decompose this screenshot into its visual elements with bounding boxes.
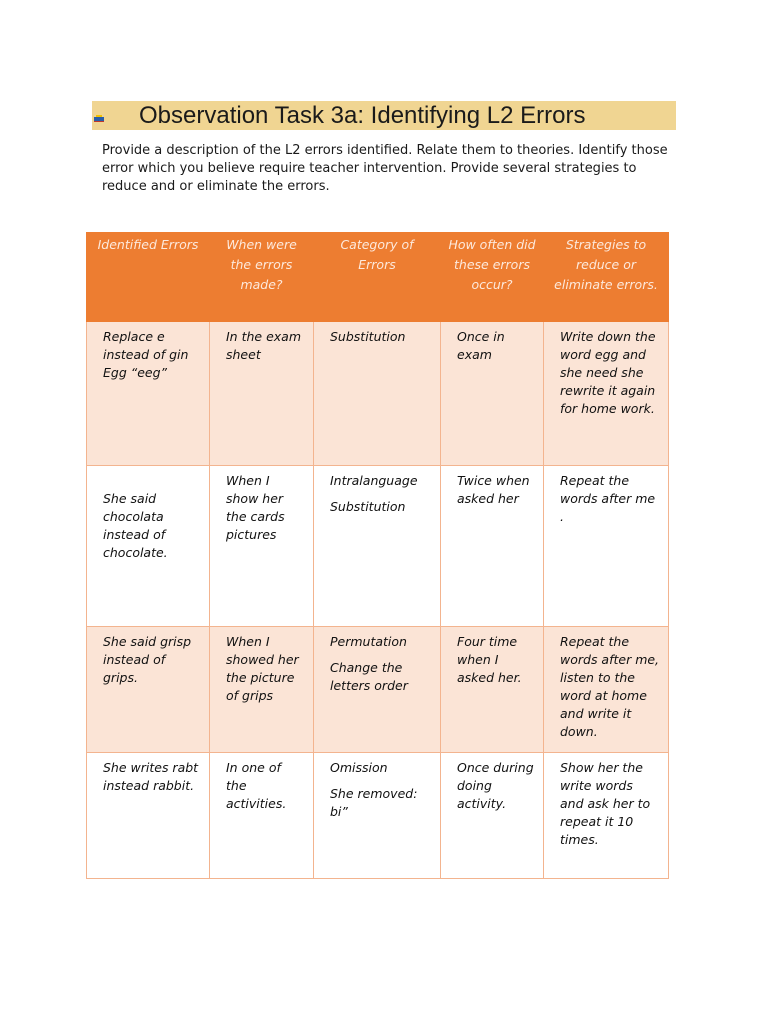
cell-category: [314, 627, 441, 753]
table-row: [87, 753, 669, 879]
cell-error: She writes rabt instead rabbit.: [87, 753, 210, 879]
cell-category: [314, 753, 441, 879]
table-header-row: [87, 233, 669, 322]
instructions-paragraph: Provide a description of the L2 errors identified. Relate them to theories. Identify those error which you believe require teacher intervention. Provide several strategies to reduce and or eliminate the errors.: [102, 143, 668, 194]
cell-strategy: Repeat the words after me, listen to the word at home and write it down.: [544, 627, 669, 753]
title-banner: [92, 101, 676, 130]
cell-strategy: Show her the write words and ask her to repeat it 10 times.: [544, 753, 669, 879]
table-row: [87, 627, 669, 753]
header-when-made: When were the errors made?: [210, 233, 314, 322]
header-strategies: Strategies to reduce or eliminate errors.: [544, 233, 669, 322]
category-note: She removed: bi”: [330, 786, 418, 819]
table-row: [87, 322, 669, 466]
header-category: Category of Errors: [314, 233, 441, 322]
cell-when: In one of the activities.: [210, 753, 314, 879]
cell-error: She said chocolata instead of chocolate.: [87, 466, 210, 627]
cell-when: When I show her the cards pictures: [210, 466, 314, 627]
document-icon: [94, 113, 104, 123]
cell-when: When I showed her the picture of grips: [210, 627, 314, 753]
cell-strategy: Repeat the words after me .: [544, 466, 669, 627]
category-label: Substitution: [330, 329, 406, 344]
category-label: Omission: [330, 760, 388, 775]
header-identified-errors: Identified Errors: [87, 233, 210, 322]
cell-frequency: Once in exam: [441, 322, 544, 466]
cell-frequency: Four time when I asked her.: [441, 627, 544, 753]
page-title: Observation Task 3a: Identifying L2 Errors: [139, 102, 586, 129]
cell-frequency: Twice when asked her: [441, 466, 544, 627]
cell-error: Replace e instead of gin Egg “eeg”: [87, 322, 210, 466]
cell-frequency: Once during doing activity.: [441, 753, 544, 879]
category-label: Intralanguage: [330, 473, 418, 488]
errors-table: [86, 232, 669, 879]
category-label: Permutation: [330, 634, 407, 649]
cell-when: In the exam sheet: [210, 322, 314, 466]
header-how-often: How often did these errors occur?: [441, 233, 544, 322]
category-note: Substitution: [330, 499, 406, 514]
cell-category: [314, 322, 441, 466]
cell-strategy: Write down the word egg and she need she rewrite it again for home work.: [544, 322, 669, 466]
category-note: Change the letters order: [330, 660, 408, 693]
cell-category: [314, 466, 441, 627]
cell-error: She said grisp instead of grips.: [87, 627, 210, 753]
table-row: [87, 466, 669, 627]
